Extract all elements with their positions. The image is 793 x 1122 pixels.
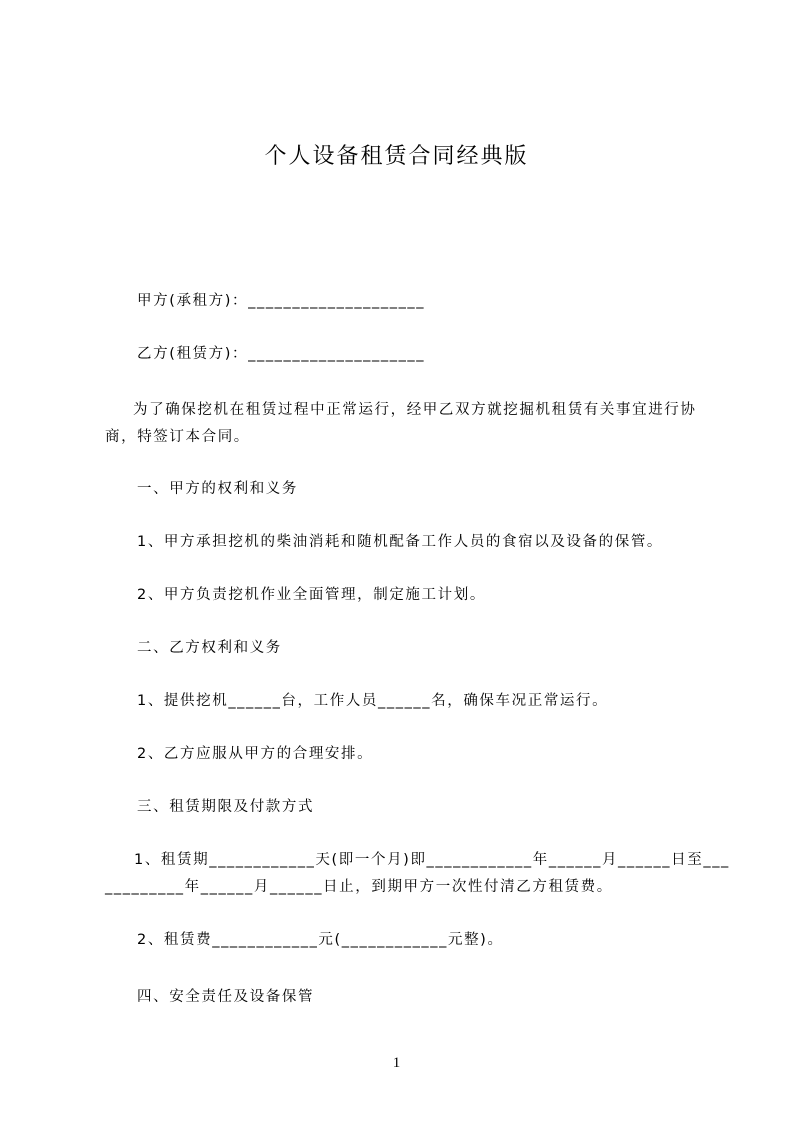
clause-3-1-line-1: 1、租赁期____________天(即一个月)即____________年______月______日至___ [134,852,730,868]
section-heading-3: 三、租赁期限及付款方式 [137,799,315,815]
clause-2-1: 1、提供挖机______台，工作人员______名，确保车况正常运行。 [137,693,609,709]
page-number: 1 [392,1055,401,1071]
clause-3-1-line-2: _________年______月______日止，到期甲方一次性付清乙方租赁费。 [105,879,613,895]
party-a-line: 甲方(承租方)：____________________ [137,293,426,309]
document-title: 个人设备租赁合同经典版 [264,144,529,169]
clause-3-2: 2、租赁费____________元(____________元整)。 [137,932,504,948]
clause-2-2: 2、乙方应服从甲方的合理安排。 [137,746,374,762]
section-heading-2: 二、乙方权利和义务 [137,640,282,656]
section-heading-1: 一、甲方的权利和义务 [137,481,298,497]
clause-1-2: 2、甲方负责挖机作业全面管理，制定施工计划。 [137,587,486,603]
party-b-line: 乙方(租赁方)：____________________ [137,346,426,362]
section-heading-4: 四、安全责任及设备保管 [137,989,315,1005]
preamble-line-1: 为了确保挖机在租赁过程中正常运行，经甲乙双方就挖掘机租赁有关事宜进行协 [133,402,697,418]
preamble-line-2: 商，特签订本合同。 [105,429,250,445]
clause-1-1: 1、甲方承担挖机的柴油消耗和随机配备工作人员的食宿以及设备的保管。 [137,534,664,550]
